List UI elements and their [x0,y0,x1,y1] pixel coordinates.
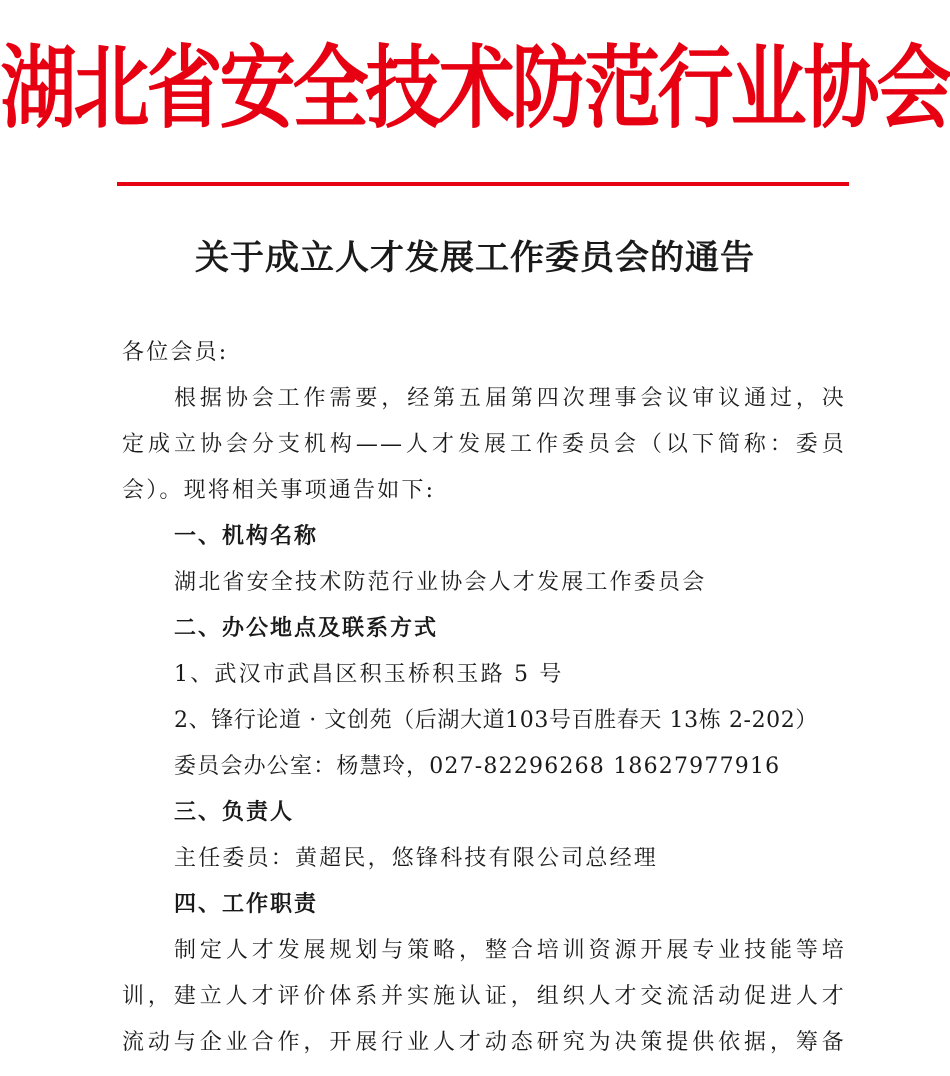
greeting: 各位会员: [122,340,229,365]
duties-line-2: 训，建立人才评价体系并实施认证，组织人才交流活动促进人才 [122,984,846,1009]
duties-line-1: 制定人才发展规划与策略，整合培训资源开展专业技能等培 [174,938,846,963]
intro-line-2: 定成立协会分支机构——人才发展工作委员会（以下简称：委员 [122,432,846,457]
office-contact: 委员会办公室：杨慧玲，027-82296268 18627977916 [174,754,781,779]
organization-full-name: 湖北省安全技术防范行业协会人才发展工作委员会 [174,570,707,595]
leader-text: 主任委员：黄超民，悠锋科技有限公司总经理 [174,846,659,871]
office-address-1: 1、武汉市武昌区积玉桥积玉路 5 号 [174,662,564,687]
office-address-2: 2、锋行论道 · 文创苑（后湖大道103号百胜春天 13栋 2-202） [174,708,818,733]
document-body [122,330,846,1066]
organization-header: 湖北省安全技术防范行业协会 [0,34,950,141]
notice-title: 关于成立人才发展工作委员会的通告 [195,238,755,278]
section-heading-leader: 三、负责人 [174,800,295,825]
header-red-rule [117,182,849,186]
section-heading-contact: 二、办公地点及联系方式 [174,616,439,641]
duties-line-3: 流动与企业合作，开展行业人才动态研究为决策提供依据，筹备 [122,1030,846,1055]
section-heading-name: 一、机构名称 [174,524,319,549]
intro-line-1: 根据协会工作需要，经第五届第四次理事会议审议通过，决 [174,386,846,411]
intro-line-3: 会）。现将相关事项通告如下: [122,478,436,503]
section-heading-duties: 四、工作职责 [174,892,319,917]
